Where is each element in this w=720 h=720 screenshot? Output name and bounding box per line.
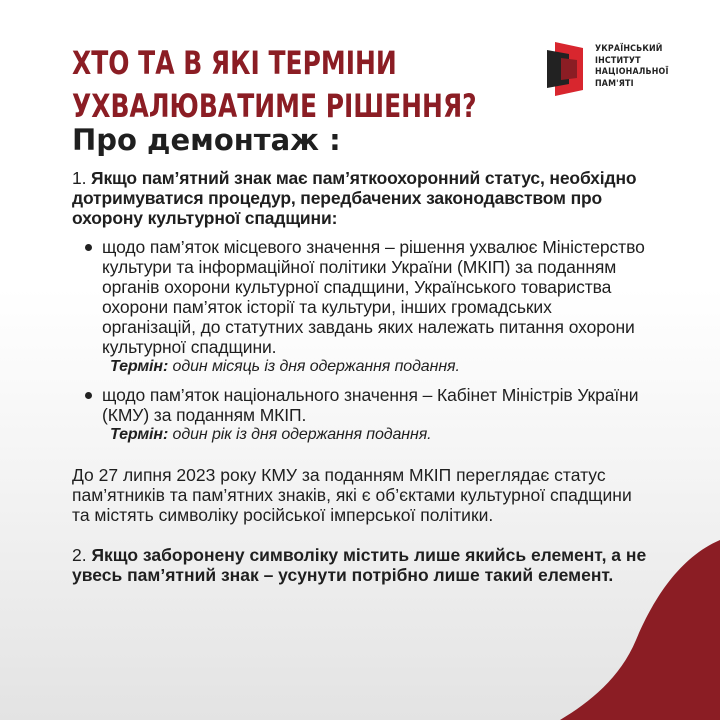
point-2 <box>72 545 647 585</box>
term-line <box>102 425 647 445</box>
term-text: один місяць із дня одержання подання. <box>168 358 460 375</box>
subheading: Про демонтаж : <box>72 123 341 157</box>
bullet-text: щодо пам’яток національного значення – Кабінет Міністрів України (КМУ) за поданням МКІП. <box>102 385 639 425</box>
list-item <box>102 385 647 445</box>
term-line <box>102 357 647 377</box>
term-label: Термін: <box>110 426 169 443</box>
bullet-text: щодо пам’яток місцевого значення – рішення ухвалює Міністерство культури та інформаційної політики України (МКІП) за поданням органів охорони культурної спадщини, Українського товариства охорони пам’яток історії та культури, інших громадських організацій, до статутних завдань яких належать питання охорони культурної спадщини. <box>102 237 645 357</box>
point-1 <box>72 168 647 228</box>
term-label: Термін: <box>110 358 169 375</box>
bullet-dot-icon <box>85 244 92 251</box>
status-paragraph: До 27 липня 2023 року КМУ за поданням МКІП переглядає статус пам’ятників та пам’ятних знаків, які є об’єктами культурної спадщини та містять символіку російської імперської політики. <box>72 465 632 525</box>
point-1-number: 1. <box>72 168 92 188</box>
uinp-logo-icon <box>545 40 591 98</box>
headline-line-2: УХВАЛЮВАТИМЕ РІШЕННЯ? <box>72 87 477 125</box>
logo-line: УКРАЇНСЬКИЙ <box>595 44 663 54</box>
logo-line: ІНСТИТУТ <box>595 55 641 66</box>
term-text: один рік із дня одержання подання. <box>168 426 432 443</box>
point-2-number: 2. <box>72 545 92 565</box>
headline-line-1: ХТО ТА В ЯКІ ТЕРМІНИ <box>72 44 397 82</box>
point-1-text: Якщо пам’ятний знак має пам’яткоохоронний статус, необхідно дотримуватися процедур, передбачених законодавством про охорону культурної спадщини: <box>72 168 637 228</box>
bullet-list <box>72 237 647 445</box>
logo-line: НАЦІОНАЛЬНОЇ <box>595 67 669 77</box>
headline <box>72 42 477 128</box>
point-2-text: Якщо заборонену символіку містить лише якийсь елемент, а не увесь пам’ятний знак – усунути потрібно лише такий елемент. <box>72 545 647 585</box>
list-item <box>102 237 647 377</box>
logo-text <box>595 44 669 90</box>
bullet-dot-icon <box>85 392 92 399</box>
content-body <box>72 168 647 585</box>
institute-logo <box>545 40 695 100</box>
logo-line: ПАМ'ЯТІ <box>595 78 634 89</box>
